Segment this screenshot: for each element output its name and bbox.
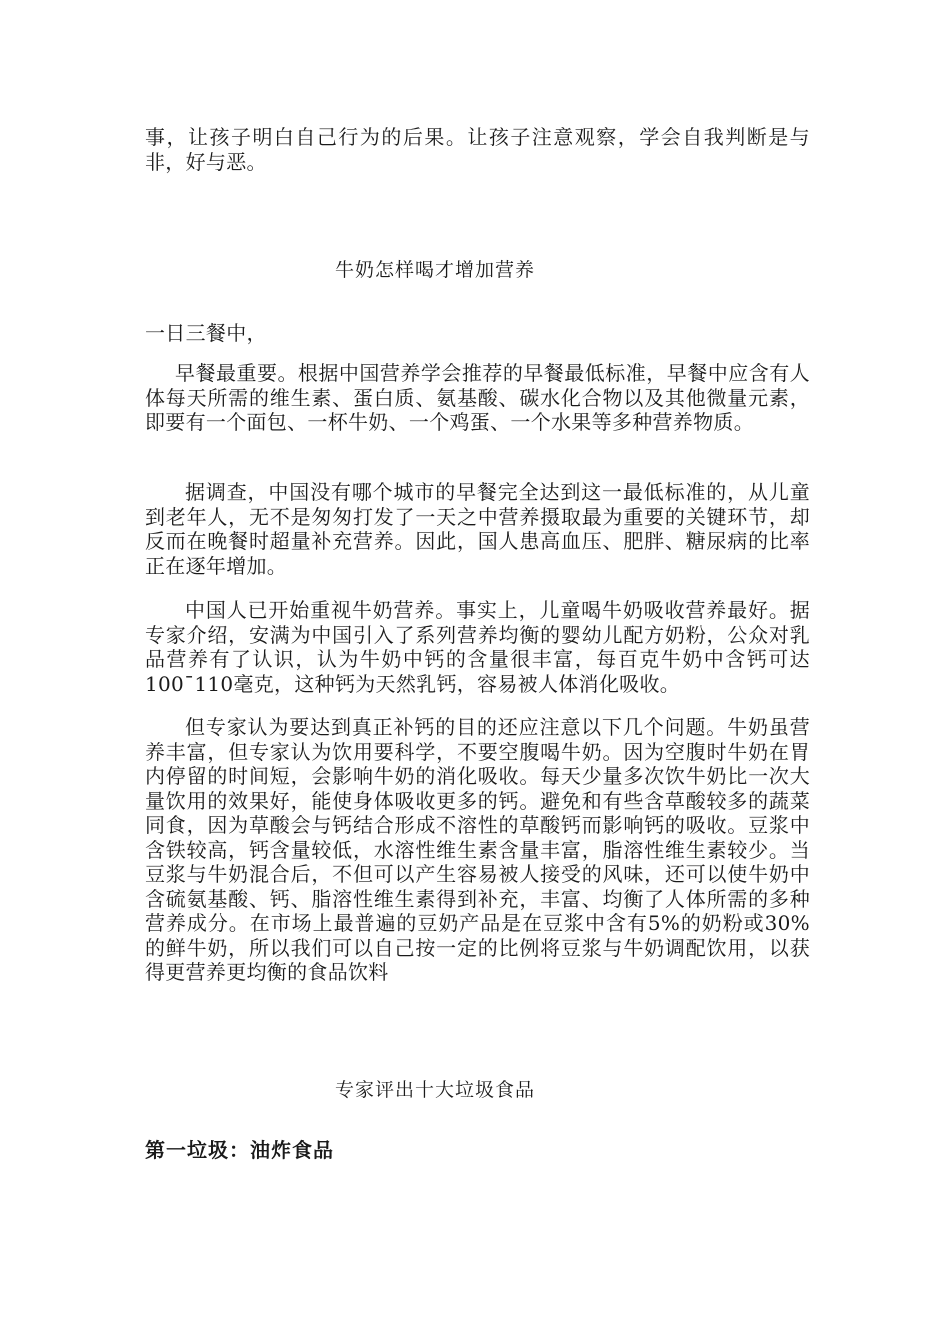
document-page <box>145 0 810 1344</box>
junk-food-first-heading: 第一垃圾：油炸食品 <box>145 1138 334 1162</box>
article1-lead: 一日三餐中， <box>145 321 267 345</box>
intro-continuation-paragraph: 事，让孩子明白自己行为的后果。让孩子注意观察，学会自我判断是与非，好与恶。 <box>145 125 810 174</box>
article1-paragraph-survey: 据调查，中国没有哪个城市的早餐完全达到这一最低标准的，从儿童到老年人，无不是匆匆打发了一天之中营养摄取最为重要的关键环节，却反而在晚餐时超量补充营养。因此，国人患高血压、肥胖、糖尿病的比率正在逐年增加。 <box>145 480 810 578</box>
article1-paragraph-milk-nutrition: 中国人已开始重视牛奶营养。事实上，儿童喝牛奶吸收营养最好。据专家介绍，安满为中国引入了系列营养均衡的婴幼儿配方奶粉，公众对乳品营养有了认识，认为牛奶中钙的含量很丰富，每百克牛奶中含钙可达100¯110毫克，这种钙为天然乳钙，容易被人体消化吸收。 <box>145 598 810 696</box>
article-title-milk: 牛奶怎样喝才增加营养 <box>334 259 535 281</box>
article1-paragraph-breakfast: 早餐最重要。根据中国营养学会推荐的早餐最低标准，早餐中应含有人体每天所需的维生素、蛋白质、氨基酸、碳水化合物以及其他微量元素，即要有一个面包、一杯牛奶、一个鸡蛋、一个水果等多种营养物质。 <box>145 361 810 434</box>
article1-paragraph-expert-advice: 但专家认为要达到真正补钙的目的还应注意以下几个问题。牛奶虽营养丰富，但专家认为饮用要科学，不要空腹喝牛奶。因为空腹时牛奶在胃内停留的时间短，会影响牛奶的消化吸收。每天少量多次饮牛奶比一次大量饮用的效果好，能使身体吸收更多的钙。避免和有些含草酸较多的蔬菜同食，因为草酸会与钙结合形成不溶性的草酸钙而影响钙的吸收。豆浆中含铁较高，钙含量较低，水溶性维生素含量丰富，脂溶性维生素较少。当豆浆与牛奶混合后，不但可以产生容易被人接受的风味，还可以使牛奶中含硫氨基酸、钙、脂溶性维生素得到补充，丰富、均衡了人体所需的多种营养成分。在市场上最普遍的豆奶产品是在豆浆中含有5%的奶粉或30%的鲜牛奶，所以我们可以自己按一定的比例将豆浆与牛奶调配饮用，以获得更营养更均衡的食品饮料 <box>145 715 810 984</box>
article-title-junk-food: 专家评出十大垃圾食品 <box>334 1079 535 1101</box>
